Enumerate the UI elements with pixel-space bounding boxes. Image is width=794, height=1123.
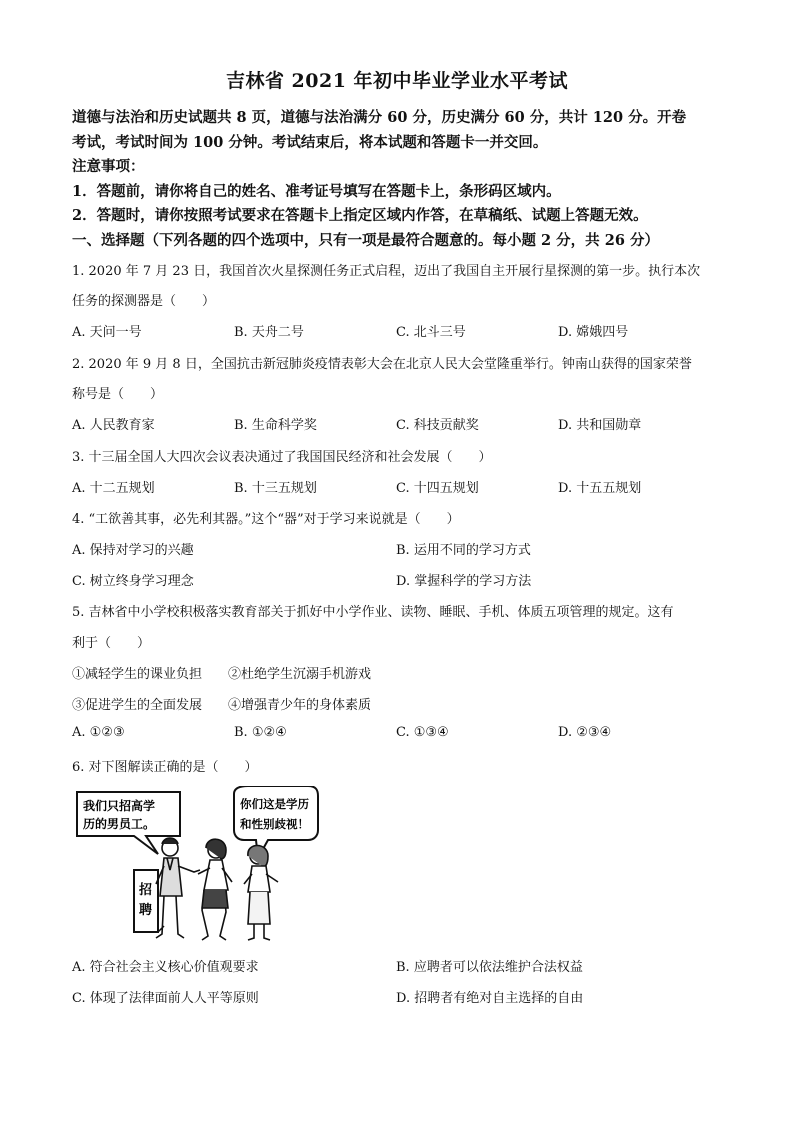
sign-char-2: 聘 <box>139 903 153 918</box>
q6-option-d: D. 招聘者有绝对自主选择的自由 <box>396 991 584 1006</box>
question-5-line-1: 5. 吉林省中小学校积极落实教育部关于抓好中小学作业、读物、睡眠、手机、体质五项管理的规定。这有 <box>72 605 674 620</box>
applicant-figure-middle <box>198 839 232 940</box>
q5-option-b: B. ①②④ <box>234 725 287 740</box>
q6-option-a: A. 符合社会主义核心价值观要求 <box>72 960 259 975</box>
bubble-right-line-2: 和性别歧视！ <box>240 817 309 831</box>
q3-option-a: A. 十二五规划 <box>72 481 155 496</box>
q1-option-d: D. 嫦娥四号 <box>558 325 629 340</box>
question-2-line-2: 称号是（ ） <box>72 387 164 402</box>
q3-option-d: D. 十五五规划 <box>558 481 642 496</box>
question-6-line-1: 6. 对下图解读正确的是（ ） <box>72 760 258 775</box>
notes-heading: 注意事项： <box>72 158 145 175</box>
bubble-right-line-1: 你们这是学历 <box>240 797 309 811</box>
question-4-line-1: 4. “工欲善其事，必先利其器。”这个“器”对于学习来说就是（ ） <box>72 512 460 527</box>
question-3-line-1: 3. 十三届全国人大四次会议表决通过了我国国民经济和社会发展（ ） <box>72 450 492 465</box>
applicant-figure-right <box>244 846 278 941</box>
q2-option-b: B. 生命科学奖 <box>234 418 317 433</box>
q5-option-d: D. ②③④ <box>558 725 612 740</box>
q2-option-c: C. 科技贡献奖 <box>396 418 479 433</box>
q3-option-c: C. 十四五规划 <box>396 481 479 496</box>
intro-line-1: 道德与法治和历史试题共 8 页，道德与法治满分 60 分，历史满分 60 分，共计 120 分。开卷 <box>72 109 687 126</box>
q5-option-a: A. ①②③ <box>72 725 125 740</box>
q3-option-b: B. 十三五规划 <box>234 481 317 496</box>
q4-option-a: A. 保持对学习的兴趣 <box>72 543 194 558</box>
q4-option-b: B. 运用不同的学习方式 <box>396 543 531 558</box>
q6-option-c: C. 体现了法律面前人人平等原则 <box>72 991 259 1006</box>
question-1-line-1: 1. 2020 年 7 月 23 日，我国首次火星探测任务正式启程，迈出了我国自主开展行星探测的第一步。执行本次 <box>72 264 701 279</box>
q4-option-c: C. 树立终身学习理念 <box>72 574 194 589</box>
bubble-left-line-1: 我们只招高学 <box>83 799 156 813</box>
sign-char-1: 招 <box>139 883 153 898</box>
question-5-line-2: 利于（ ） <box>72 636 151 651</box>
recruiter-figure <box>156 838 200 938</box>
q5-option-c: C. ①③④ <box>396 725 449 740</box>
q5-statements-1: ①减轻学生的课业负担 ②杜绝学生沉溺手机游戏 <box>72 667 372 682</box>
bubble-left-line-2: 历的男员工。 <box>83 817 156 831</box>
section-heading: 一、选择题（下列各题的四个选项中，只有一项是最符合题意的。每小题 2 分，共 26 分） <box>72 232 659 249</box>
q6-option-b: B. 应聘者可以依法维护合法权益 <box>396 960 583 975</box>
note-2: 2．答题时，请你按照考试要求在答题卡上指定区域内作答，在草稿纸、试题上答题无效。 <box>72 207 648 224</box>
q4-option-d: D. 掌握科学的学习方法 <box>396 574 532 589</box>
exam-title: 吉林省 2021 年初中毕业学业水平考试 <box>225 70 569 92</box>
question-2-line-1: 2. 2020 年 9 月 8 日，全国抗击新冠肺炎疫情表彰大会在北京人民大会堂隆重举行。钟南山获得的国家荣誉 <box>72 357 692 372</box>
q2-option-d: D. 共和国勋章 <box>558 418 642 433</box>
q1-option-b: B. 天舟二号 <box>234 325 304 340</box>
q1-option-a: A. 天问一号 <box>72 325 142 340</box>
q1-option-c: C. 北斗三号 <box>396 325 466 340</box>
question-1-line-2: 任务的探测器是（ ） <box>72 294 216 309</box>
cartoon-image <box>72 786 320 948</box>
q5-statements-2: ③促进学生的全面发展 ④增强青少年的身体素质 <box>72 698 372 713</box>
recruitment-sign <box>134 870 158 932</box>
note-1: 1．答题前，请你将自己的姓名、准考证号填写在答题卡上，条形码区域内。 <box>72 183 561 200</box>
intro-line-2: 考试，考试时间为 100 分钟。考试结束后，将本试题和答题卡一并交回。 <box>72 134 548 151</box>
q2-option-a: A. 人民教育家 <box>72 418 155 433</box>
